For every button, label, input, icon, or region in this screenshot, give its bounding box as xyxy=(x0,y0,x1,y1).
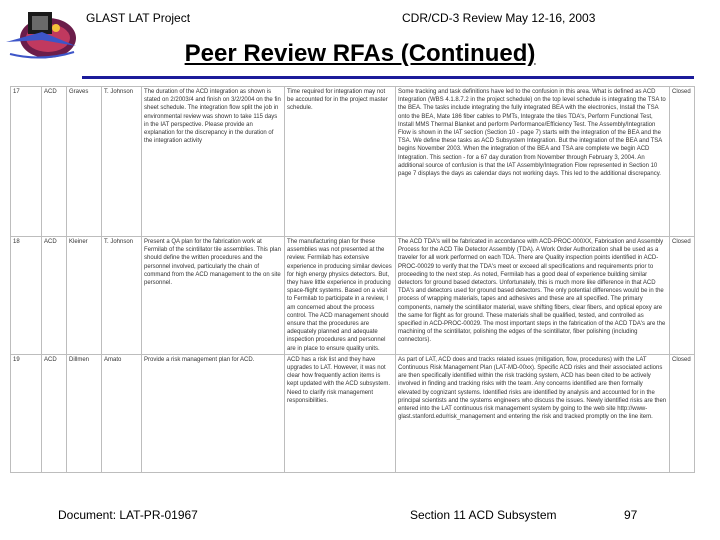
rfa-concern: The manufacturing plan for these assemblies was not presented at the review. Fermilab has extensive experience in producing similar devices for high energy physics detectors. But, they have little experience in producing space-flight systems. Based on a visit to Fermilab to participate in a review, I am concerned about the process control. The ACD management should ensure that the procedures are adequately planned and adequate inspection procedures and personnel are in place to ensure quality units. xyxy=(285,237,396,355)
page-number: 97 xyxy=(624,508,638,522)
rfa-request: Provide a risk management plan for ACD. xyxy=(142,354,285,472)
rfa-originator: Kleiner xyxy=(67,237,102,355)
review-name: CDR/CD-3 Review May 12-16, 2003 xyxy=(402,11,596,25)
rfa-responder: Amato xyxy=(102,354,142,472)
rfa-request: The duration of the ACD integration as shown is stated on 2/2003/4 and finish on 3/2/2004 on the fin sheet schedule. The integration flow split the job in environmental review was shown to take 115 days in the IAT perspective. Please provide an explanation for the discrepancy in the duration of the integration activity xyxy=(142,87,285,237)
rfa-originator: Dillmen xyxy=(67,354,102,472)
rfa-status: Closed xyxy=(670,87,695,237)
rfa-number: 18 xyxy=(11,237,42,355)
rfa-concern: Time required for integration may not be accounted for in the project master schedule. xyxy=(285,87,396,237)
rfa-subsystem: ACD xyxy=(42,87,67,237)
page-title: Peer Review RFAs (Continued) xyxy=(184,40,536,67)
rfa-response: The ACD TDA's will be fabricated in accordance with ACD-PROC-000XX, Fabrication and Assembly Process for the ACD Tile Detector Assembly (TDA). A Work Order Authorization shall be used as a traveler for all work performed on each TDA. There are Quality inspection points identified in ACD-PROC-00029 to verify that the TDA's meet or exceed all specifications and requirements prior to proceeding to the next step. As noted, Fermilab has a good deal of experience building similar detectors for ground based detectors. Unfortunately, this is much more like difference in that ACD TDA's and detectors used for ground based detectors. The only potential differences would be in the process of wrapping materials, tapes and adhesives and these are all specified. The primary components, namely the scintillator material, wave shifting fibers, clear fibers, and optical epoxy are the same for flight as for ground. These materials shall be qualified, tested, and controlled as specified in ACD-PROC-00029. The most important steps in the fabrication of the ACD TDA's are the machining of the scintillator, polishing the edges of the scintillator, fiber polishing (including connectors). xyxy=(396,237,670,355)
rfa-originator: Graves xyxy=(67,87,102,237)
rfa-request: Present a QA plan for the fabrication work at Fermilab of the scintillator tile assemblies. This plan should define the written procedures and the personnel involved, particularly the chain of command from the ACD management to the on site personnel. xyxy=(142,237,285,355)
rfa-response: As part of LAT, ACD does and tracks related issues (mitigation, flow, procedures) with the LAT Continuous Risk Management Plan (LAT-MD-00xx). Specific ACD risks and their associated actions are then specifically identified within the risk tracking system, ACD has been cited to be actively involved in finding and tracking risks with the team. Any concerns identified are then formally elevated by cognizant systems. Identified risks are identified by analysis and accounted for in the principal scientists and the systems engineers who discuss the issues. Newly identified risks are then entered into the LAT continuous risk management system by going to the web site http://www-glast.stanford.edu/risk_management and entering the risk and tracked promptly on the line item. xyxy=(396,354,670,472)
rfa-response: Some tracking and task definitions have led to the confusion in this area. What is defined as ACD Integration (WBS 4.1.8.7.2 in the project schedule) on the top level schedule is integrating the TSA to the BEA. The tasks include integrating the fully integrated BEA with the electronics, Install the TSA onto the BEA, Mate 186 fiber cables to PMTs, Integrate the tiles TDA's, Perform Functional Test, Install MMS Thermal Blanket and perform Performance/Efficiency Test. The Assembly/Integration Flow is shown in the IAT section (Section 10 - page 7) starts with the integration of the BEA and the TSA. We define these tasks as ACD Subsystem Integration. But the integration of the BEA and TSA begins November 2003. When the integration of the BEA and TSA are complete we begin ACD Integration. This section - for a 67 day duration from November through February 3, 2004. An additional source of confusion is that the IAT Assembly/Integration Flow represented in Section 10 page 7 displays the days as calendar days not working days. This led to the additional discrepancy. xyxy=(396,87,670,237)
rfa-responder: T. Johnson xyxy=(102,237,142,355)
table-row xyxy=(11,237,695,355)
table-row xyxy=(11,87,695,237)
rfa-responder: T. Johnson xyxy=(102,87,142,237)
document-number: Document: LAT-PR-01967 xyxy=(58,508,198,522)
rfa-number: 19 xyxy=(11,354,42,472)
rfa-table xyxy=(10,86,695,473)
section-name: Section 11 ACD Subsystem xyxy=(410,508,557,522)
rfa-concern: ACD has a risk list and they have upgrades to LAT. However, it was not clear how frequently action items is kept updated with the ACD subsystem. Need to clarify risk management responsibilities. xyxy=(285,354,396,472)
rfa-status: Closed xyxy=(670,354,695,472)
rfa-subsystem: ACD xyxy=(42,237,67,355)
project-name: GLAST LAT Project xyxy=(86,11,191,25)
table-row xyxy=(11,354,695,472)
title-divider xyxy=(82,76,694,79)
rfa-number: 17 xyxy=(11,87,42,237)
rfa-status: Closed xyxy=(670,237,695,355)
rfa-subsystem: ACD xyxy=(42,354,67,472)
